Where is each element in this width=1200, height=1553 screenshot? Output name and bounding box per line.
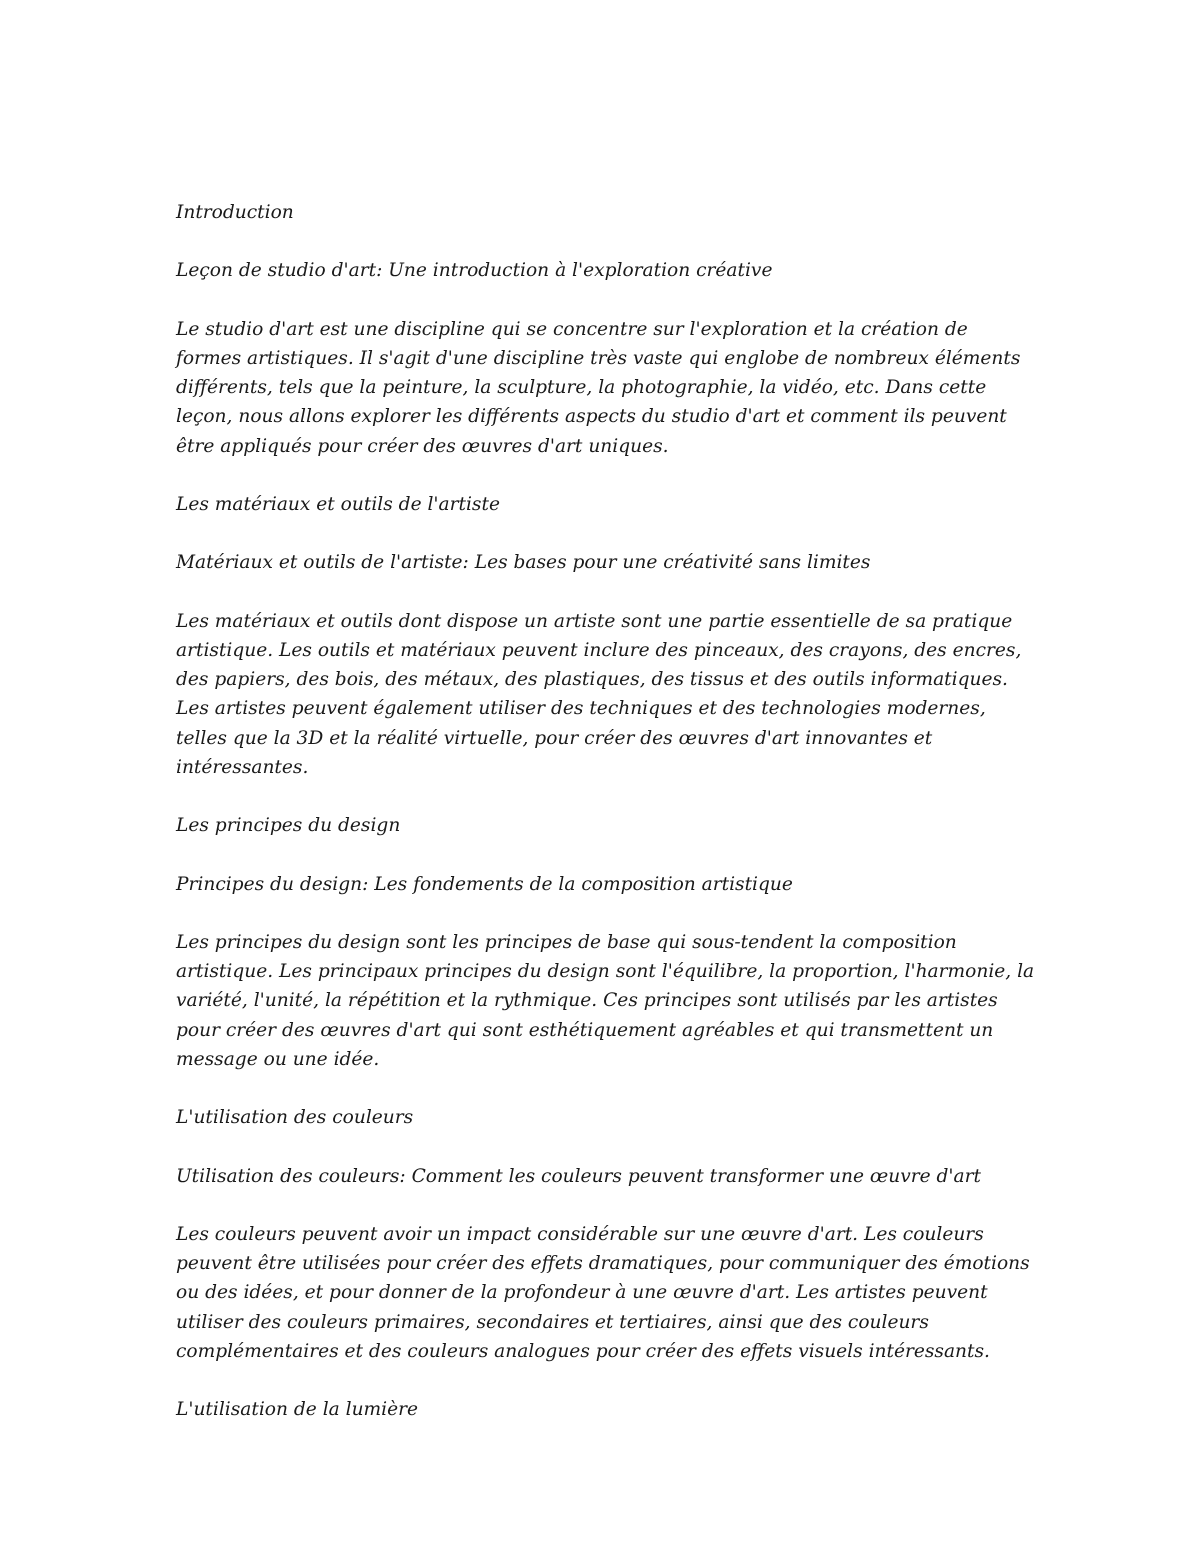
section-subtitle-lesson: Leçon de studio d'art: Une introduction à l'exploration créative [176,260,773,282]
section-heading-light: L'utilisation de la lumière [176,1399,419,1421]
section-subtitle-materials: Matériaux et outils de l'artiste: Les bases pour une créativité sans limites [176,552,871,574]
document-body [176,198,1036,1424]
paragraph-studio-art: Le studio d'art est une discipline qui se concentre sur l'exploration et la création de formes artistiques. Il s'agit d'une discipline très vaste qui englobe de nombreux éléments différents, tels que la peinture, la sculpture, la photographie, la vidéo, etc. Dans cette leçon, nous allons explorer les différents aspects du studio d'art et comment ils peuvent être appliqués pour créer des œuvres d'art uniques. [176,318,1021,457]
section-heading-colors: L'utilisation des couleurs [176,1107,414,1129]
section-heading-materials: Les matériaux et outils de l'artiste [176,493,500,515]
section-heading-design: Les principes du design [176,815,401,837]
section-subtitle-colors: Utilisation des couleurs: Comment les couleurs peuvent transformer une œuvre d'art [176,1165,981,1187]
section-subtitle-design: Principes du design: Les fondements de la composition artistique [176,873,793,895]
paragraph-colors: Les couleurs peuvent avoir un impact considérable sur une œuvre d'art. Les couleurs peuvent être utilisées pour créer des effets dramatiques, pour communiquer des émotions ou des idées, et pour donner de la profondeur à une œuvre d'art. Les artistes peuvent utiliser des couleurs primaires, secondaires et tertiaires, ainsi que des couleurs complémentaires et des couleurs analogues pour créer des effets visuels intéressants. [176,1223,1030,1362]
section-heading-introduction: Introduction [176,202,294,223]
paragraph-materials: Les matériaux et outils dont dispose un artiste sont une partie essentielle de sa pratique artistique. Les outils et matériaux peuvent inclure des pinceaux, des crayons, des encres, des papiers, des bois, des métaux, des plastiques, des tissus et des outils informatiques. Les artistes peuvent également utiliser des techniques et des technologies modernes, telles que la 3D et la réalité virtuelle, pour créer des œuvres d'art innovantes et intéressantes. [176,610,1022,778]
paragraph-design: Les principes du design sont les principes de base qui sous-tendent la composition artistique. Les principaux principes du design sont l'équilibre, la proportion, l'harmonie, la variété, l'unité, la répétition et la rythmique. Ces principes sont utilisés par les artistes pour créer des œuvres d'art qui sont esthétiquement agréables et qui transmettent un message ou une idée. [176,931,1035,1070]
